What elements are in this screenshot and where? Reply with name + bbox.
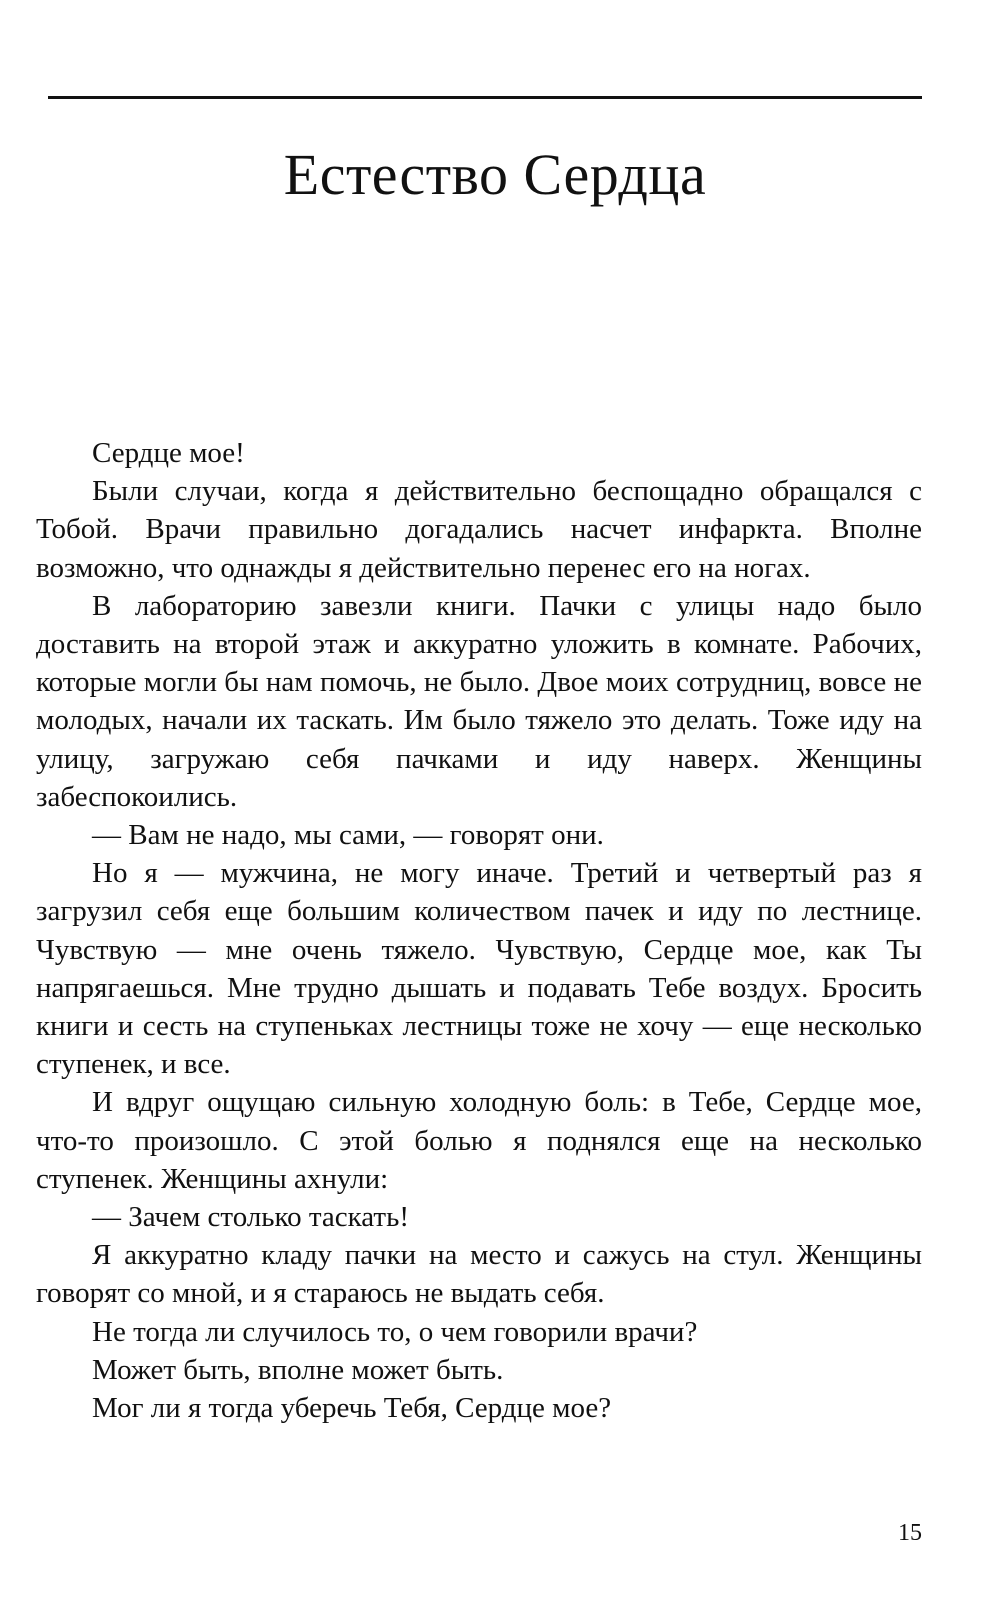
- paragraph-4: — Вам не надо, мы сами, — говорят они.: [92, 819, 604, 852]
- chapter-body: [36, 434, 922, 1427]
- paragraph-8: Я аккуратно кладу пачки на место и сажусь на стул. Женщины говорят со мной, и я стараюсь не выдать себя.: [36, 1239, 922, 1310]
- chapter-title: Естество Сердца: [283, 142, 707, 207]
- page-number: 15: [898, 1520, 922, 1546]
- paragraph-6: И вдруг ощущаю сильную холодную боль: в Тебе, Сердце мое, что-то произошло. С этой болью я поднялся еще на несколько ступенек. Женщины ахнули:: [36, 1086, 922, 1195]
- top-rule-divider: [48, 96, 922, 99]
- paragraph-11: Мог ли я тогда уберечь Тебя, Сердце мое?: [92, 1392, 612, 1425]
- paragraph-1: Сердце мое!: [92, 437, 245, 469]
- paragraph-7: — Зачем столько таскать!: [92, 1201, 409, 1234]
- paragraph-9: Не тогда ли случилось то, о чем говорили врачи?: [92, 1315, 698, 1348]
- paragraph-2: Были случаи, когда я действительно беспощадно обращался с Тобой. Врачи правильно догадались насчет инфаркта. Вполне возможно, что однажды я действительно перенес его на ногах.: [36, 475, 922, 584]
- paragraph-10: Может быть, вполне может быть.: [92, 1353, 504, 1386]
- paragraph-5: Но я — мужчина, не могу иначе. Третий и четвертый раз я загрузил себя еще большим количеством пачек и иду по лестнице. Чувствую — мне очень тяжело. Чувствую, Сердце мое, как Ты напрягаешься. Мне трудно дышать и подавать Тебе воздух. Бросить книги и сесть на ступеньках лестницы тоже не хочу — еще несколько ступенек, и все.: [36, 857, 922, 1081]
- paragraph-3: В лабораторию завезли книги. Пачки с улицы надо было доставить на второй этаж и аккуратно уложить в комнате. Рабочих, которые могли бы нам помочь, не было. Двое моих сотрудниц, вовсе не молодых, начали их таскать. Им было тяжело это делать. Тоже иду на улицу, загружаю себя пачками и иду наверх. Женщины забеспокоились.: [36, 589, 922, 813]
